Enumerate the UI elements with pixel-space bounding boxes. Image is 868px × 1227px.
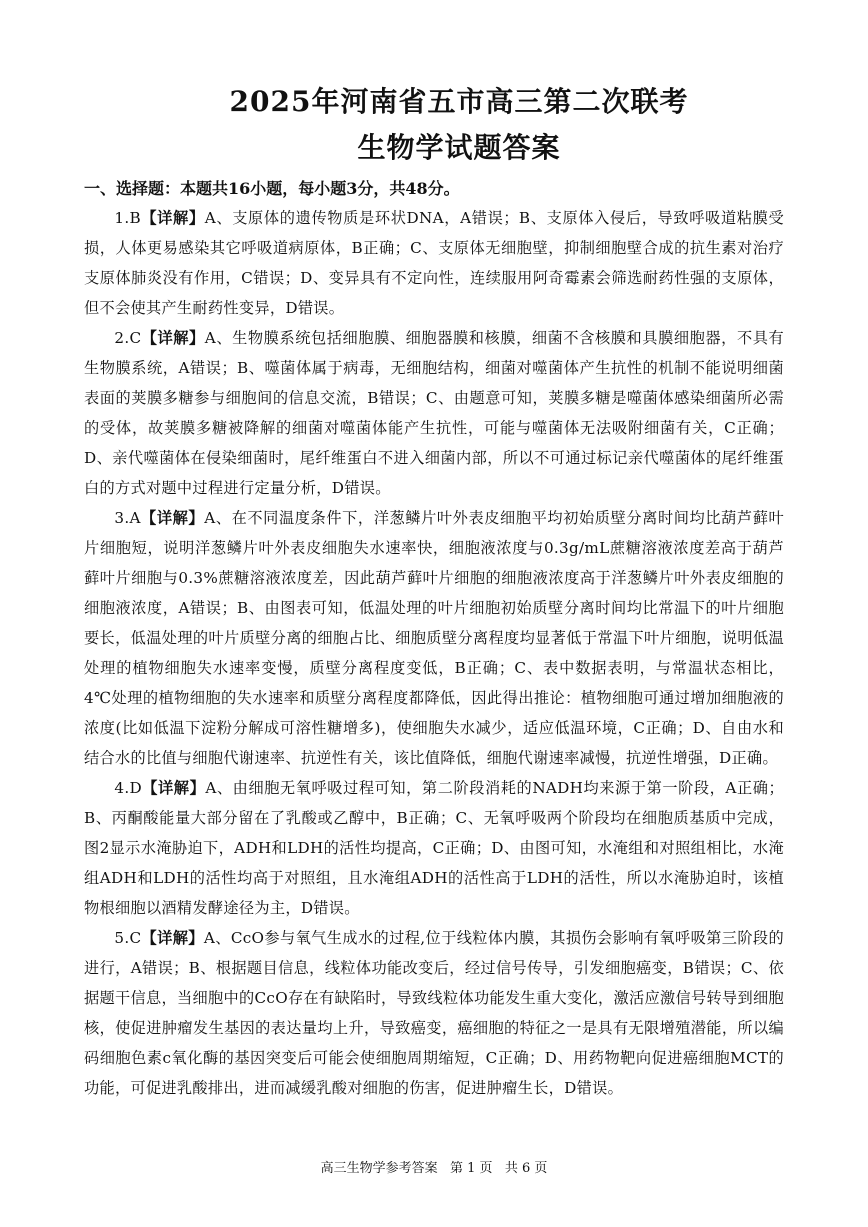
explanation-label: 【详解】: [141, 929, 204, 947]
answer-number: 4.D: [114, 779, 142, 797]
answer-text: A、CcO参与氧气生成水的过程,位于线粒体内膜，其损伤会影响有氧呼吸第三阶段的进行，A错误；B、根据题目信息，线粒体功能改变后，经过信号传导，引发细胞癌变，B错误；C、依据题干信息，当细胞中的CcO存在有缺陷时，导致线粒体功能发生重大变化，激活应激信号转导到细胞核，使促进肿瘤发生基因的表达量均上升，导致癌变，癌细胞的特征之一是具有无限增殖潜能，所以编码细胞色素c氧化酶的基因突变后可能会使细胞周期缩短，C正确；D、用药物靶向促进癌细胞MCT的功能，可促进乳酸排出，进而减缓乳酸对细胞的伤害，促进肿瘤生长，D错误。: [84, 929, 784, 1097]
answer-number: 3.A: [114, 509, 141, 527]
document-subtitle: 生物学试题答案: [357, 131, 561, 164]
answer-item-4: [84, 773, 784, 923]
answer-item-1: [84, 203, 784, 323]
answer-item-5: [84, 923, 784, 1103]
answer-text: A、在不同温度条件下，洋葱鳞片叶外表皮细胞平均初始质壁分离时间均比葫芦藓叶片细胞短，说明洋葱鳞片叶外表皮细胞失水速率快，细胞液浓度与0.3g/mL蔗糖溶液浓度差高于葫芦藓叶片细胞与0.3%蔗糖溶液浓度差，因此葫芦藓叶片细胞的细胞液浓度高于洋葱鳞片叶外表皮细胞的细胞液浓度，A错误；B、由图表可知，低温处理的叶片细胞初始质壁分离时间均比常温下的叶片细胞要长，低温处理的叶片质壁分离的细胞占比、细胞质壁分离程度均显著低于常温下叶片细胞，说明低温处理的植物细胞失水速率变慢，质壁分离程度变低，B正确；C、表中数据表明，与常温状态相比，4℃处理的植物细胞的失水速率和质壁分离程度都降低，因此得出推论：植物细胞可通过增加细胞液的浓度(比如低温下淀粉分解成可溶性糖增多)，使细胞失水减少，适应低温环境，C正确；D、自由水和结合水的比值与细胞代谢速率、抗逆性有关，该比值降低，细胞代谢速率减慢，抗逆性增强，D正确。: [84, 509, 785, 767]
section-heading: 一、选择题：本题共16小题，每小题3分，共48分。: [84, 179, 460, 198]
document-title: 2025年河南省五市高三第二次联考: [229, 85, 689, 118]
explanation-label: 【详解】: [141, 329, 205, 347]
explanation-label: 【详解】: [140, 209, 205, 227]
answer-number: 5.C: [114, 929, 142, 947]
answer-text: A、支原体的遗传物质是环状DNA，A错误；B、支原体入侵后，导致呼吸道粘膜受损，人体更易感染其它呼吸道病原体，B正确；C、支原体无细胞壁，抑制细胞壁合成的抗生素对治疗支原体肺炎没有作用，C错误；D、变异具有不定向性，连续服用阿奇霉素会筛选耐药性强的支原体，但不会使其产生耐药性变异，D错误。: [84, 209, 784, 317]
explanation-label: 【详解】: [140, 509, 205, 527]
explanation-label: 【详解】: [141, 779, 206, 797]
answer-item-2: [84, 323, 784, 503]
answer-number: 1.B: [114, 209, 141, 227]
answer-number: 2.C: [114, 329, 142, 347]
answer-item-3: [84, 503, 784, 773]
answer-text: A、由细胞无氧呼吸过程可知，第二阶段消耗的NADH均来源于第一阶段，A正确；B、丙酮酸能量大部分留在了乳酸或乙醇中，B正确；C、无氧呼吸两个阶段均在细胞质基质中完成，图2显示水淹胁迫下，ADH和LDH的活性均提高，C正确；D、由图可知，水淹组和对照组相比，水淹组ADH和LDH的活性均高于对照组，且水淹组ADH的活性高于LDH的活性，所以水淹胁迫时，该植物根细胞以酒精发酵途径为主，D错误。: [84, 779, 785, 917]
answer-list: [84, 203, 784, 1103]
answer-text: A、生物膜系统包括细胞膜、细胞器膜和核膜，细菌不含核膜和具膜细胞器，不具有生物膜系统，A错误；B、噬菌体属于病毒，无细胞结构，细菌对噬菌体产生抗性的机制不能说明细菌表面的荚膜多糖参与细胞间的信息交流，B错误；C、由题意可知，荚膜多糖是噬菌体感染细菌所必需的受体，故荚膜多糖被降解的细菌对噬菌体能产生抗性，可能与噬菌体无法吸附细菌有关，C正确；D、亲代噬菌体在侵染细菌时，尾纤维蛋白不进入细菌内部，所以不可通过标记亲代噬菌体的尾纤维蛋白的方式对题中过程进行定量分析，D错误。: [84, 329, 784, 497]
page-footer: 高三生物学参考答案 第 1 页 共 6 页: [320, 1161, 548, 1176]
